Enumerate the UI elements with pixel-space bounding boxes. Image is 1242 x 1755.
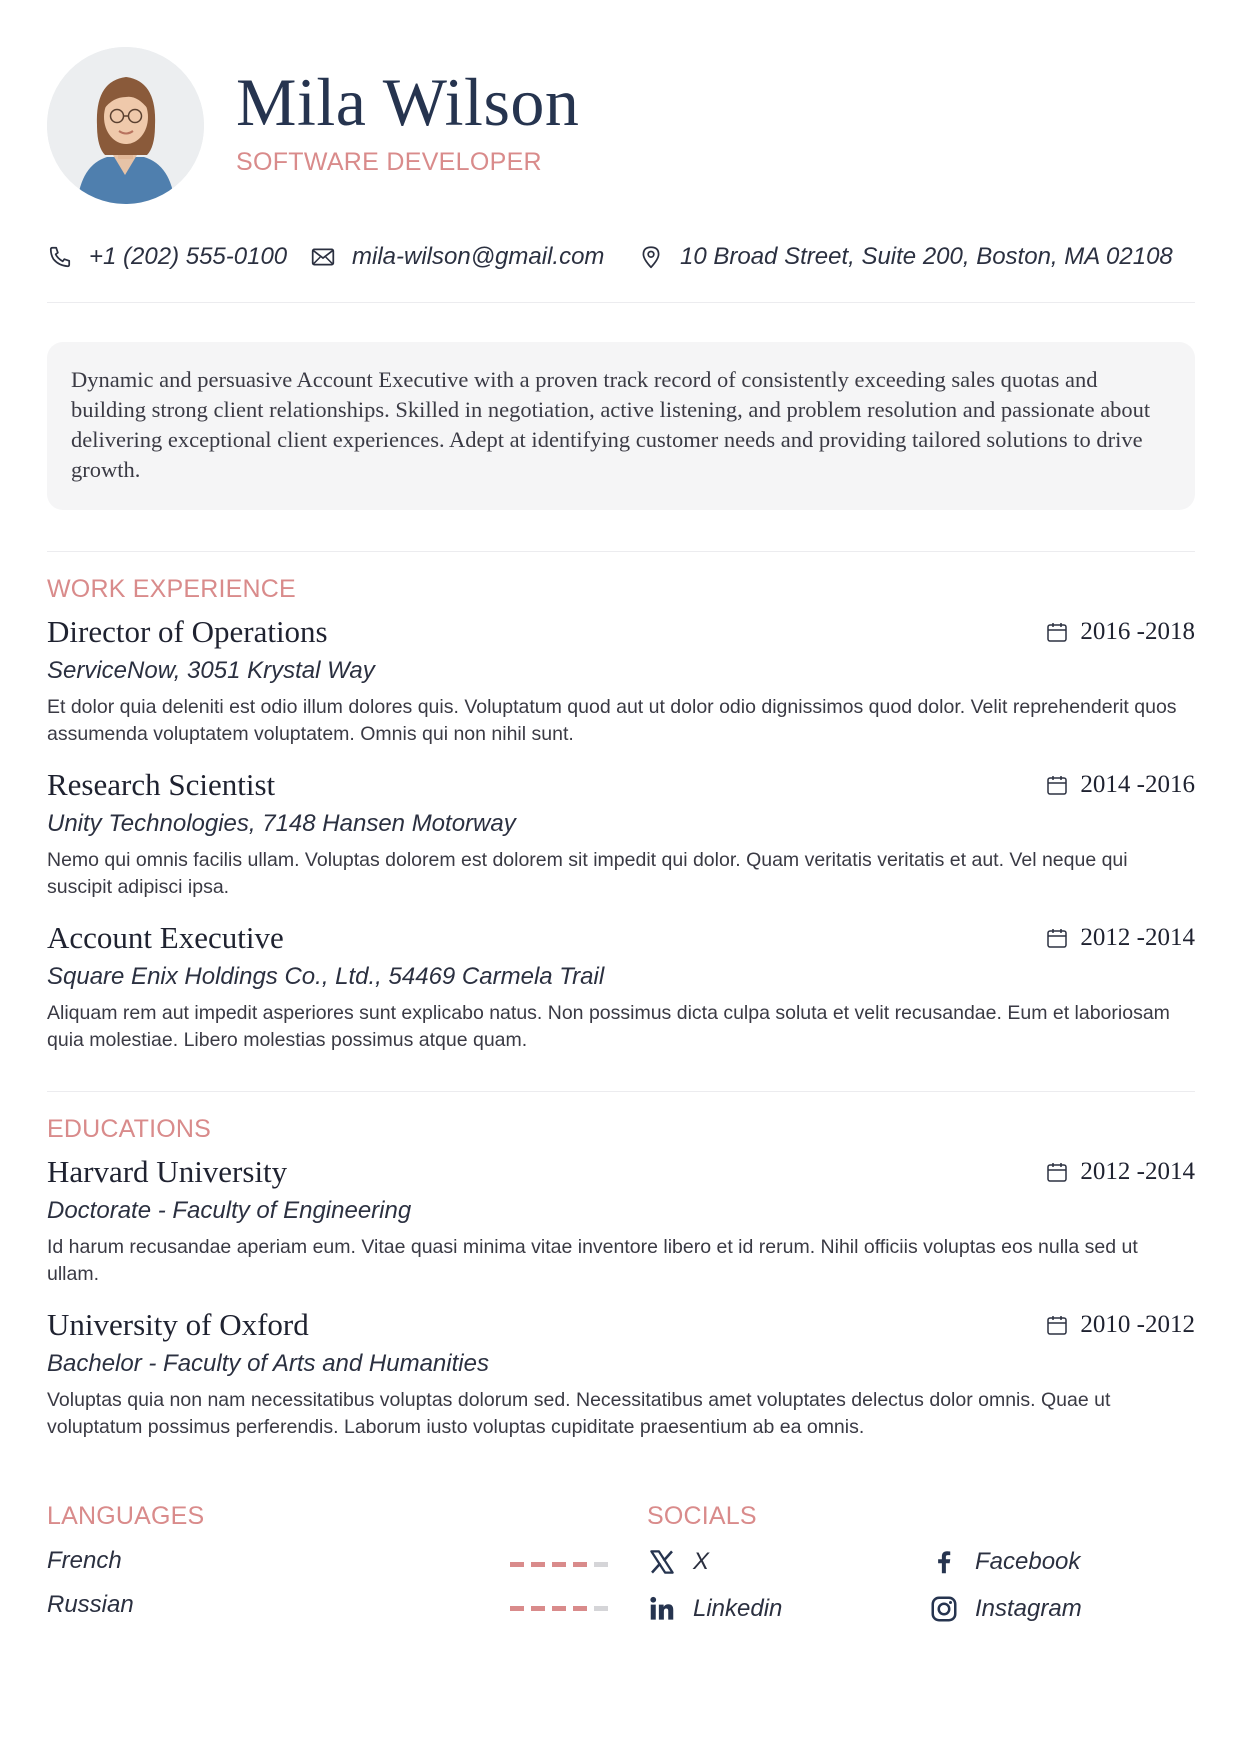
profile-photo <box>47 47 204 204</box>
calendar-icon <box>1045 1160 1069 1184</box>
x-icon <box>647 1547 677 1577</box>
entry-title: Account Executive <box>47 920 284 955</box>
level-dash <box>552 1606 566 1611</box>
email-text: mila-wilson@gmail.com <box>352 243 605 270</box>
entry-title: University of Oxford <box>47 1307 309 1342</box>
level-dash <box>531 1562 545 1567</box>
social-link-facebook[interactable] <box>929 1547 1080 1577</box>
entry-title: Research Scientist <box>47 767 276 802</box>
calendar-icon <box>1045 926 1069 950</box>
level-dash <box>510 1606 524 1611</box>
job-title: SOFTWARE DEVELOPER <box>236 148 542 176</box>
entry-subtitle: Unity Technologies, 7148 Hansen Motorway <box>47 810 516 837</box>
level-dash <box>594 1562 608 1567</box>
summary-box <box>47 342 1195 510</box>
entry-description: Et dolor quia deleniti est odio illum dolores quis. Voluptatum quod aut ut dolor odio dignissimos quod dolor. Velit reprehenderit quos assumenda voluptatem voluptatem. Omnis qui non nihil sunt. <box>47 696 1177 745</box>
entry-description: Voluptas quia non nam necessitatibus voluptas dolorum sed. Necessitatibus amet voluptates delectus dolor omnis. Quae ut voluptatum possimus perferendis. Laborum iusto voluptas cupiditate praesentium ab ea omnis. <box>47 1389 1111 1438</box>
entry-date <box>1045 1158 1195 1186</box>
entry-subtitle: Doctorate - Faculty of Engineering <box>47 1197 412 1224</box>
languages-heading: LANGUAGES <box>47 1502 205 1530</box>
entry-description: Nemo qui omnis facilis ullam. Voluptas dolorem est dolorem sit impedit qui dolor. Quam veritatis veritatis et aut. Vel neque qui suscipit adipisci ipsa. <box>47 849 1128 898</box>
contact-address <box>638 240 1173 274</box>
divider <box>47 551 1195 552</box>
work-experience-heading: WORK EXPERIENCE <box>47 575 296 603</box>
entry-date-text: 2014 -2016 <box>1080 771 1195 798</box>
social-link-instagram[interactable] <box>929 1594 1082 1624</box>
social-label: Facebook <box>975 1548 1081 1575</box>
entry-description: Id harum recusandae aperiam eum. Vitae quasi minima vitae inventore libero et id rerum. Nihil officiis voluptas eos nulla sed ut ullam. <box>47 1236 1138 1285</box>
level-dash <box>552 1562 566 1567</box>
entry-title: Director of Operations <box>47 614 328 649</box>
mail-icon <box>310 244 336 270</box>
entry-date <box>1045 924 1195 952</box>
avatar <box>47 47 204 204</box>
phone-icon <box>47 244 73 270</box>
candidate-name: Mila Wilson <box>236 64 580 140</box>
language-level-meter <box>510 1562 608 1567</box>
entry-subtitle: ServiceNow, 3051 Krystal Way <box>47 657 375 684</box>
entry-date <box>1045 1311 1195 1339</box>
divider <box>47 302 1195 303</box>
level-dash <box>573 1562 587 1567</box>
calendar-icon <box>1045 620 1069 644</box>
divider <box>47 1091 1195 1092</box>
facebook-icon <box>929 1547 959 1577</box>
calendar-icon <box>1045 1313 1069 1337</box>
entry-subtitle: Bachelor - Faculty of Arts and Humanities <box>47 1350 489 1377</box>
language-level-meter <box>510 1606 608 1611</box>
entry-title: Harvard University <box>47 1154 288 1189</box>
phone-text: +1 (202) 555-0100 <box>89 243 288 270</box>
level-dash <box>573 1606 587 1611</box>
entry-date-text: 2012 -2014 <box>1080 1158 1195 1185</box>
education-heading: EDUCATIONS <box>47 1115 212 1143</box>
location-pin-icon <box>638 244 664 270</box>
linkedin-icon <box>647 1594 677 1624</box>
social-link-linkedin[interactable] <box>647 1594 782 1624</box>
socials-heading: SOCIALS <box>647 1502 757 1530</box>
entry-date-text: 2016 -2018 <box>1080 618 1195 645</box>
language-name: French <box>47 1547 122 1574</box>
entry-date-text: 2012 -2014 <box>1080 924 1195 951</box>
language-name: Russian <box>47 1591 134 1618</box>
entry-date-text: 2010 -2012 <box>1080 1311 1195 1338</box>
contact-phone <box>47 240 287 274</box>
social-label: Linkedin <box>693 1595 783 1622</box>
summary-text: Dynamic and persuasive Account Executive with a proven track record of consistently exceeding sales quotas and building strong client relationships. Skilled in negotiation, active listening, and problem resolution and passionate about delivering exceptional client experiences. Adept at identifying customer needs and providing tailored solutions to drive growth. <box>71 367 1151 482</box>
level-dash <box>510 1562 524 1567</box>
entry-date <box>1045 618 1195 646</box>
entry-subtitle: Square Enix Holdings Co., Ltd., 54469 Carmela Trail <box>47 963 605 990</box>
level-dash <box>594 1606 608 1611</box>
social-label: X <box>693 1548 710 1575</box>
contact-email <box>310 240 604 274</box>
calendar-icon <box>1045 773 1069 797</box>
social-label: Instagram <box>975 1595 1082 1622</box>
social-link-x[interactable] <box>647 1547 709 1577</box>
entry-description: Aliquam rem aut impedit asperiores sunt explicabo natus. Non possimus dicta culpa soluta et velit recusandae. Eum et laboriosam quia molestiae. Libero molestias possimus atque quam. <box>47 1002 1170 1051</box>
entry-date <box>1045 771 1195 799</box>
level-dash <box>531 1606 545 1611</box>
address-text: 10 Broad Street, Suite 200, Boston, MA 02108 <box>680 243 1173 270</box>
instagram-icon <box>929 1594 959 1624</box>
